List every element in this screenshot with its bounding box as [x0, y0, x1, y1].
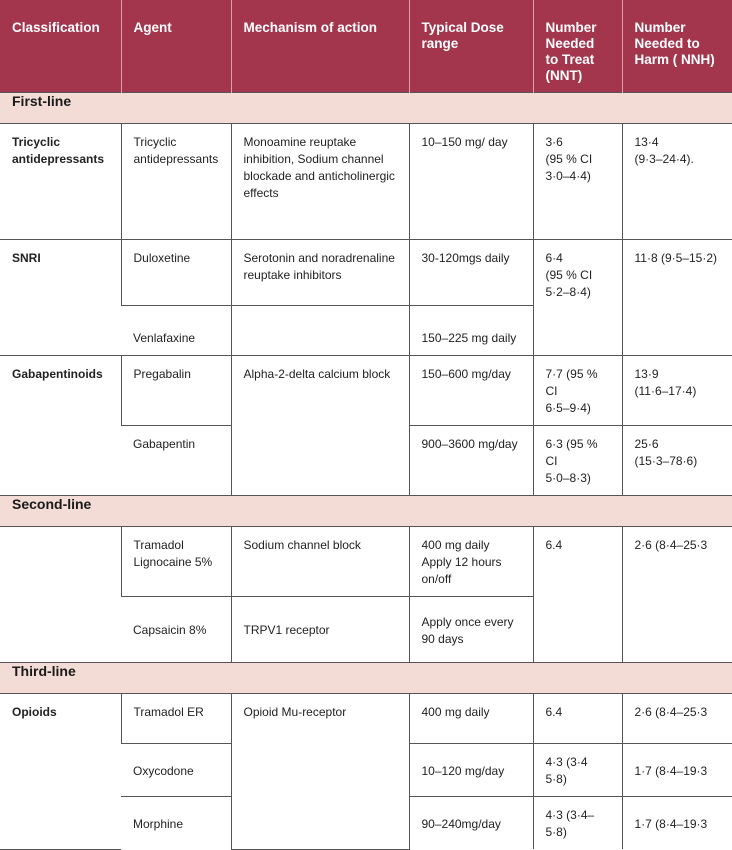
- cell-dose: 10–120 mg/day: [409, 744, 533, 797]
- cell-dose: 150–225 mg daily: [409, 306, 533, 356]
- cell-agent: Venlafaxine: [121, 306, 231, 356]
- cell-classification: Tricyclic antidepressants: [0, 124, 121, 240]
- table-row: [0, 527, 732, 597]
- cell-nnh: 13·9 (11·6–17·4): [622, 356, 732, 426]
- cell-nnt: 4·3 (3·4–5·8): [533, 797, 622, 850]
- cell-mechanism: Sodium channel block: [231, 527, 409, 597]
- header-nnh: Number Needed to Harm ( NNH): [622, 0, 732, 93]
- table-row: [0, 124, 732, 240]
- header-row: [0, 0, 732, 93]
- cell-agent: Tramadol ER: [121, 694, 231, 744]
- cell-nnt: 6.4: [533, 527, 622, 663]
- cell-nnt: 4·3 (3·4 5·8): [533, 744, 622, 797]
- cell-classification: Gabapentinoids: [0, 356, 121, 496]
- cell-nnt: 6·3 (95 % CI 5·0–8·3): [533, 426, 622, 496]
- cell-dose: 900–3600 mg/day: [409, 426, 533, 496]
- cell-agent: Morphine: [133, 816, 184, 831]
- cell-classification: SNRI: [0, 240, 121, 356]
- cell-nnt: 6·4 (95 % CI 5·2–8·4): [533, 240, 622, 356]
- cell-classification: Opioids: [0, 694, 121, 850]
- cell-dose: 90–240mg/day: [409, 797, 533, 850]
- cell-nnh: 11·8 (9·5–15·2): [622, 240, 732, 356]
- cell-dose: Apply once every 90 days: [409, 597, 533, 663]
- table-row: [0, 694, 732, 744]
- header-nnt: Number Needed to Treat (NNT): [533, 0, 622, 93]
- cell-agent: Capsaicin 8%: [121, 597, 231, 663]
- cell-mechanism: Opioid Mu-receptor: [231, 694, 409, 850]
- cell-mechanism: Serotonin and noradrenaline reuptake inhibitors: [231, 240, 409, 306]
- cell-agent: Gabapentin: [121, 426, 231, 496]
- cell-nnt: 3·6 (95 % CI 3·0–4·4): [533, 124, 622, 240]
- cell-nnt: 6.4: [533, 694, 622, 744]
- cell-classification: [0, 527, 121, 663]
- cell-nnh: 1·7 (8·4–19·3: [622, 797, 732, 850]
- cell-dose: 400 mg daily: [409, 694, 533, 744]
- cell-agent: Pregabalin: [121, 356, 231, 426]
- cell-dose: 150–600 mg/day: [409, 356, 533, 426]
- section-row: [0, 496, 732, 527]
- cell-mechanism: Alpha-2-delta calcium block: [231, 356, 409, 496]
- cell-nnh: 25·6 (15·3–78·6): [622, 426, 732, 496]
- cell-agent: Duloxetine: [121, 240, 231, 306]
- cell-dose: 400 mg daily Apply 12 hours on/off: [409, 527, 533, 597]
- section-row: [0, 663, 732, 694]
- header-classification: Classification: [0, 0, 121, 93]
- cell-mechanism: Monoamine reuptake inhibition, Sodium channel blockade and anticholinergic effects: [231, 124, 409, 240]
- section-third-line: Third-line: [0, 663, 732, 694]
- header-dose: Typical Dose range: [409, 0, 533, 93]
- section-second-line: Second-line: [0, 496, 732, 527]
- table-row: [0, 240, 732, 306]
- table-row: [0, 356, 732, 426]
- cell-dose: 10–150 mg/ day: [409, 124, 533, 240]
- cell-nnh: 1·7 (8·4–19·3: [622, 744, 732, 797]
- section-first-line: First-line: [0, 93, 732, 124]
- section-row: [0, 93, 732, 124]
- cell-mechanism: [231, 306, 409, 356]
- cell-nnh: 2·6 (8·4–25·3: [622, 694, 732, 744]
- cell-dose: 30-120mgs daily: [409, 240, 533, 306]
- cell-nnt: 7·7 (95 % CI 6·5–9·4): [533, 356, 622, 426]
- cell-mechanism: TRPV1 receptor: [231, 597, 409, 663]
- header-mechanism: Mechanism of action: [231, 0, 409, 93]
- cell-nnh: 13·4 (9·3–24·4).: [622, 124, 732, 240]
- cell-agent: Tramadol Lignocaine 5%: [121, 527, 231, 597]
- header-agent: Agent: [121, 0, 231, 93]
- cell-nnh: 2·6 (8·4–25·3: [622, 527, 732, 663]
- cell-agent: Tricyclic antidepressants: [121, 124, 231, 240]
- cell-agent: Oxycodone: [121, 744, 231, 797]
